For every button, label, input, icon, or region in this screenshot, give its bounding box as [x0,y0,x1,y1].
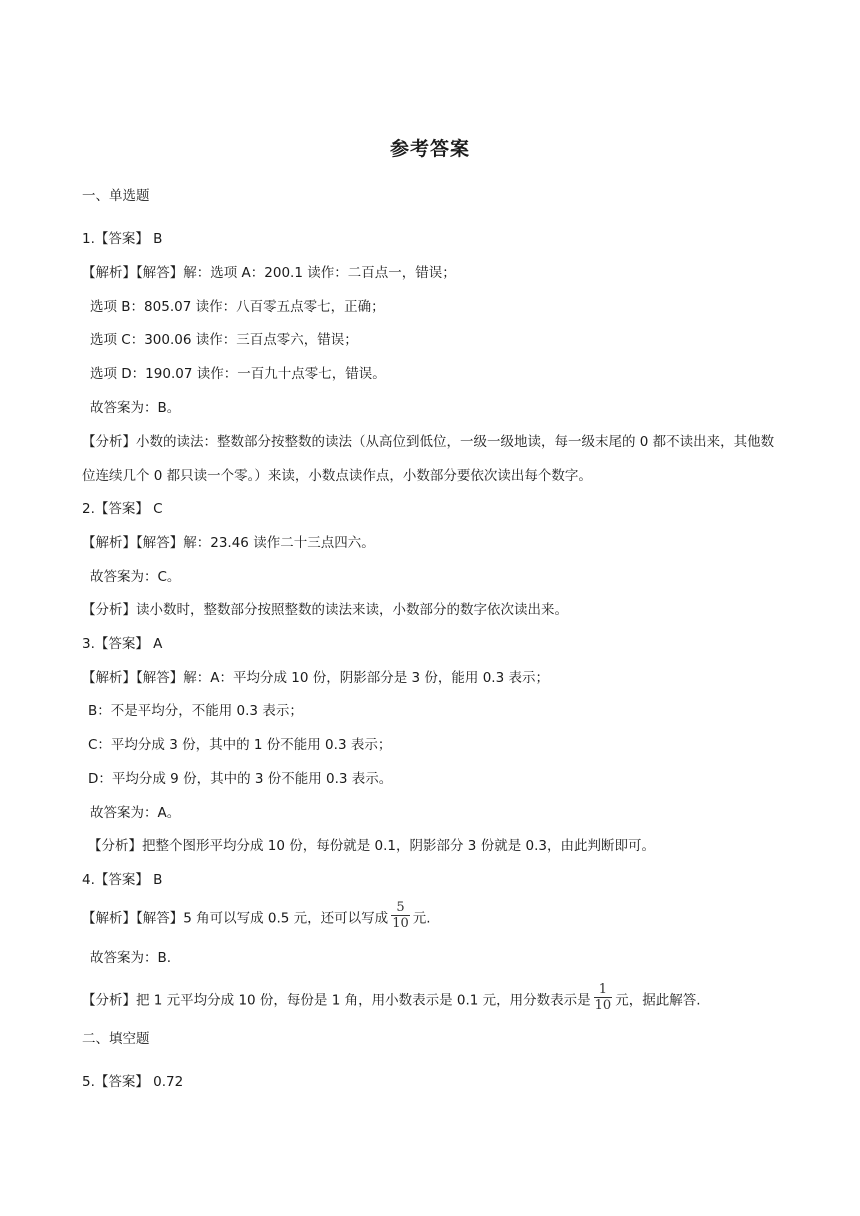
q5-answer: 5.【答案】 0.72 [82,1074,184,1090]
q4-analysis-text: 【分析】把 1 元平均分成 10 份，每份是 1 角，用小数表示是 0.1 元，用分数表示是 [82,992,591,1009]
q1-conclusion: 故答案为：B。 [90,400,181,416]
q2-conclusion: 故答案为：C。 [90,569,181,585]
q2-explanation-line-1: 【解析】【解答】解：23.46 读作二十三点四六。 [82,535,375,551]
fraction-denominator: 10 [392,916,409,931]
q1-explanation-line-2: 选项 B：805.07 读作：八百零五点零七，正确； [90,299,385,315]
fraction-five-tenths [391,901,410,930]
q2-analysis: 【分析】读小数时，整数部分按照整数的读法来读，小数部分的数字依次读出来。 [82,602,568,618]
q4-explanation-text: 【解析】【解答】5 角可以写成 0.5 元，还可以写成 [82,910,389,927]
q1-explanation-line-4: 选项 D：190.07 读作：一百九十点零七，错误。 [90,366,386,382]
q3-answer: 3.【答案】 A [82,636,163,652]
q3-explanation-line-1: 【解析】【解答】解：A：平均分成 10 份，阴影部分是 3 份，能用 0.3 表示； [82,670,549,686]
q3-analysis: 【分析】把整个图形平均分成 10 份，每份就是 0.1，阴影部分 3 份就是 0.3，由此判断即可。 [88,838,655,854]
q3-conclusion: 故答案为：A。 [90,805,181,821]
q2-answer: 2.【答案】 C [82,501,163,517]
section-heading-single-choice: 一、单选题 [82,188,150,204]
q1-answer: 1.【答案】 B [82,231,163,247]
q1-explanation-line-3: 选项 C：300.06 读作：三百点零六，错误； [90,332,358,348]
fraction-one-tenth [594,983,613,1012]
q1-explanation-line-1: 【解析】【解答】解：选项 A：200.1 读作：二百点一，错误； [82,265,456,281]
q3-explanation-line-2: B：不是平均分，不能用 0.3 表示； [88,703,303,719]
q3-explanation-line-4: D：平均分成 9 份，其中的 3 份不能用 0.3 表示。 [88,771,393,787]
fraction-numerator: 5 [396,900,405,915]
q4-analysis [82,982,701,1015]
section-heading-fill-blank: 二、填空题 [82,1031,150,1047]
q1-analysis: 【分析】小数的读法：整数部分按整数的读法（从高位到低位，一级一级地读，每一级末尾的 0 都不读出来，其他数位连续几个 0 都只读一个零。）来读，小数点读作点，小数部分要依次读出每个数字。 [82,434,775,484]
q4-explanation-line-1 [82,900,431,933]
page-title: 参考答案 [389,138,470,160]
q4-answer: 4.【答案】 B [82,872,163,888]
q4-explanation-suffix: 元. [412,910,431,927]
fraction-numerator: 1 [598,982,608,997]
q4-conclusion: 故答案为：B. [90,950,172,966]
fraction-denominator: 10 [594,998,612,1013]
q3-explanation-line-3: C：平均分成 3 份，其中的 1 份不能用 0.3 表示； [88,737,392,753]
q4-analysis-suffix: 元，据此解答. [615,992,701,1009]
